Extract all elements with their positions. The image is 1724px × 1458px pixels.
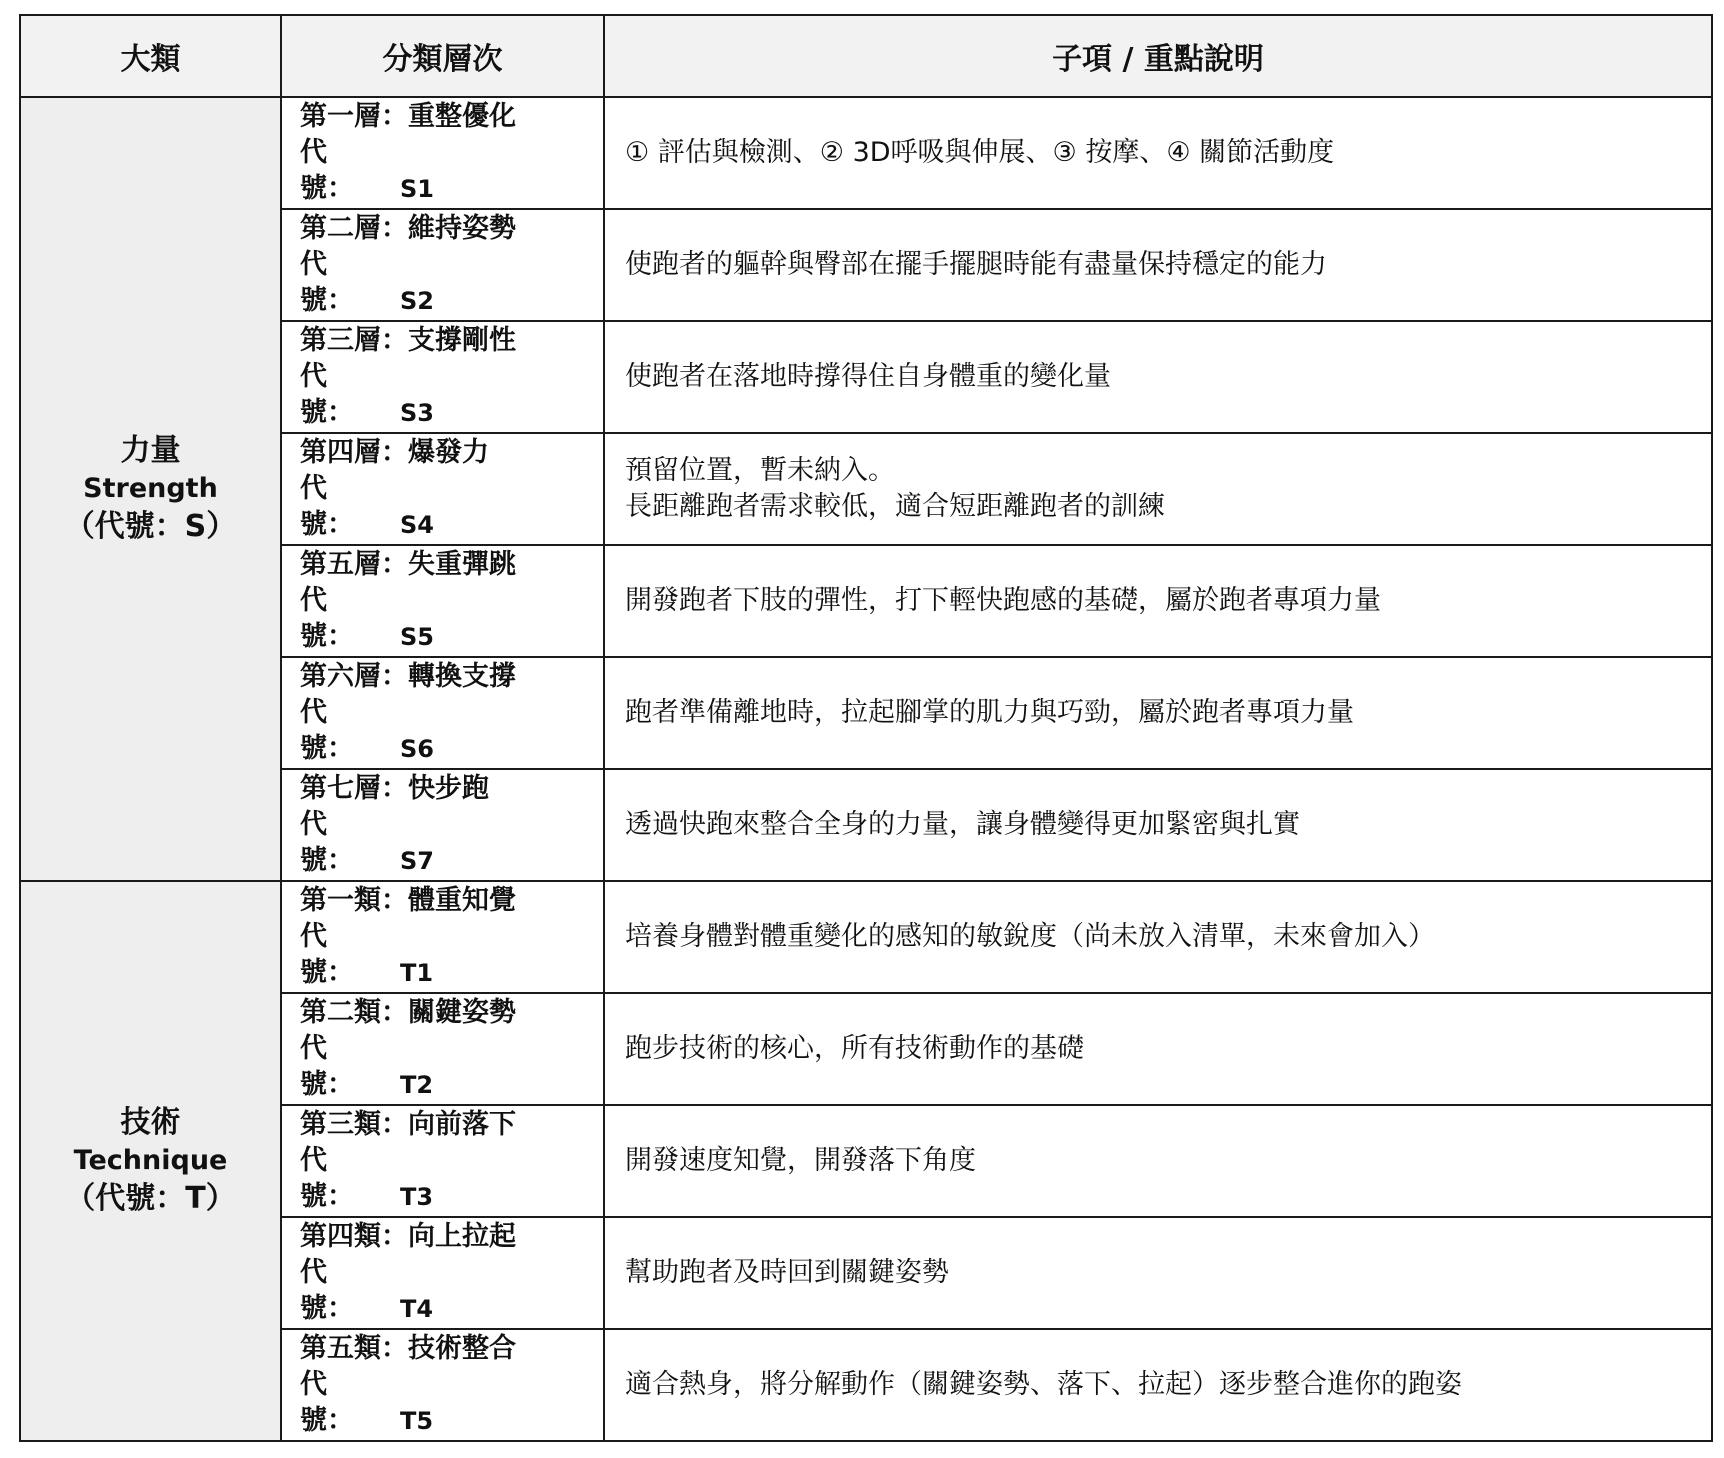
description-cell: 使跑者在落地時撐得住自身體重的變化量 — [604, 321, 1712, 433]
layer-code: T2 — [400, 1071, 434, 1099]
layer-code-line: 代號： T2 — [300, 1033, 434, 1100]
description-cell: 適合熱身，將分解動作（關鍵姿勢、落下、拉起）逐步整合進你的跑姿 — [604, 1329, 1712, 1441]
table-row — [20, 881, 1712, 993]
major-title: 技術 — [120, 1105, 181, 1140]
layer-cell — [281, 97, 604, 209]
description-cell: 跑者準備離地時，拉起腳掌的肌力與巧勁，屬於跑者專項力量 — [604, 657, 1712, 769]
layer-name: 第七層：快步跑 — [300, 773, 489, 804]
description-cell: 透過快跑來整合全身的力量，讓身體變得更加緊密與扎實 — [604, 769, 1712, 881]
layer-code-line: 代號： T4 — [300, 1257, 434, 1324]
layer-cell — [281, 1217, 604, 1329]
description-cell: 開發跑者下肢的彈性，打下輕快跑感的基礎，屬於跑者專項力量 — [604, 545, 1712, 657]
layer-code: S4 — [400, 511, 434, 539]
layer-cell — [281, 545, 604, 657]
major-english: Technique — [73, 1145, 228, 1176]
description-cell: 培養身體對體重變化的感知的敏銳度（尚未放入清單，未來會加入） — [604, 881, 1712, 993]
major-category-strength — [20, 97, 281, 881]
description-cell: 開發速度知覺，開發落下角度 — [604, 1105, 1712, 1217]
header-layer: 分類層次 — [281, 15, 604, 97]
layer-cell — [281, 321, 604, 433]
description-cell: 幫助跑者及時回到關鍵姿勢 — [604, 1217, 1712, 1329]
layer-cell — [281, 993, 604, 1105]
layer-name: 第五類：技術整合 — [300, 1333, 516, 1364]
layer-cell — [281, 657, 604, 769]
layer-code-line: 代號： S4 — [300, 473, 434, 540]
header-desc: 子項 / 重點說明 — [604, 15, 1712, 97]
layer-cell — [281, 881, 604, 993]
layer-code-line: 代號： T1 — [300, 921, 434, 988]
header-row — [20, 15, 1712, 97]
layer-code: S1 — [400, 175, 434, 203]
layer-code: S3 — [400, 399, 434, 427]
layer-code-line: 代號： T3 — [300, 1145, 434, 1212]
layer-code: T4 — [400, 1295, 434, 1323]
layer-name: 第二層：維持姿勢 — [300, 213, 516, 244]
header-major: 大類 — [20, 15, 281, 97]
layer-code-line: 代號： S2 — [300, 249, 434, 316]
layer-code: T1 — [400, 959, 434, 987]
layer-cell — [281, 433, 604, 545]
layer-name: 第一層：重整優化 — [300, 101, 516, 132]
description-cell — [604, 433, 1712, 545]
layer-name: 第四層：爆發力 — [300, 437, 489, 468]
layer-name: 第六層：轉換支撐 — [300, 661, 516, 692]
layer-name: 第三類：向前落下 — [300, 1109, 516, 1140]
layer-code: S5 — [400, 623, 434, 651]
layer-code-line: 代號： S3 — [300, 361, 434, 428]
layer-code-line: 代號： S1 — [300, 137, 434, 204]
major-title: 力量 — [120, 433, 181, 468]
description-line: 預留位置，暫未納入。 — [625, 455, 895, 486]
layer-cell — [281, 769, 604, 881]
description-cell: 使跑者的軀幹與臀部在擺手擺腿時能有盡量保持穩定的能力 — [604, 209, 1712, 321]
layer-name: 第二類：關鍵姿勢 — [300, 997, 516, 1028]
layer-code: S6 — [400, 735, 434, 763]
major-english: Strength — [83, 473, 218, 504]
layer-name: 第四類：向上拉起 — [300, 1221, 516, 1252]
layer-code-line: 代號： T5 — [300, 1369, 434, 1436]
layer-code: T3 — [400, 1183, 434, 1211]
training-classification-table — [19, 14, 1713, 1442]
layer-code: S7 — [400, 847, 434, 875]
layer-cell — [281, 1329, 604, 1441]
layer-code-line: 代號： S7 — [300, 809, 434, 876]
layer-code: S2 — [400, 287, 434, 315]
description-cell: ① 評估與檢測、② 3D呼吸與伸展、③ 按摩、④ 關節活動度 — [604, 97, 1712, 209]
major-code: （代號：S） — [64, 509, 237, 544]
description-line: 長距離跑者需求較低，適合短距離跑者的訓練 — [625, 491, 1165, 522]
layer-name: 第一類：體重知覺 — [300, 885, 516, 916]
table-row — [20, 97, 1712, 209]
layer-name: 第三層：支撐剛性 — [300, 325, 516, 356]
layer-code: T5 — [400, 1407, 434, 1435]
layer-code-line: 代號： S6 — [300, 697, 434, 764]
description-cell: 跑步技術的核心，所有技術動作的基礎 — [604, 993, 1712, 1105]
layer-name: 第五層：失重彈跳 — [300, 549, 516, 580]
layer-code-line: 代號： S5 — [300, 585, 434, 652]
layer-cell — [281, 209, 604, 321]
layer-cell — [281, 1105, 604, 1217]
major-code: （代號：T） — [65, 1181, 236, 1216]
major-category-technique — [20, 881, 281, 1441]
